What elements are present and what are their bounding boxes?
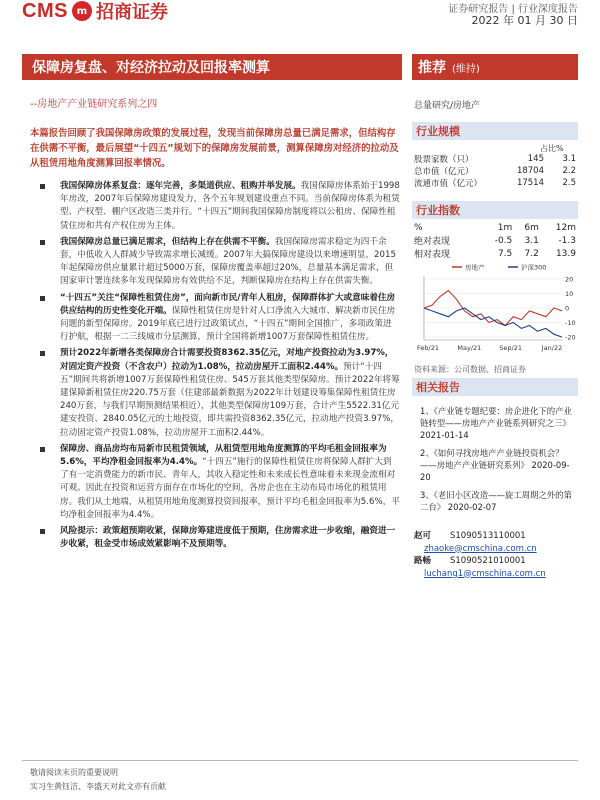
index-performance-chart xyxy=(412,260,578,356)
index-row-label: 相对表现 xyxy=(414,250,451,260)
report-date: 2021-01-14 xyxy=(420,430,469,440)
list-item[interactable] xyxy=(420,489,578,513)
index-value: 13.9 xyxy=(555,248,576,259)
scale-table xyxy=(414,153,576,189)
report-date: 2022 年 01 月 30 日 xyxy=(471,14,578,27)
index-unit: % xyxy=(414,223,423,233)
index-table xyxy=(414,222,576,260)
index-col-header: 12m xyxy=(555,223,576,233)
chart-y-tick-label: 10 xyxy=(565,289,574,298)
bullet-item xyxy=(60,292,400,345)
scale-label: 总市值（亿元） xyxy=(414,167,474,177)
related-reports-list xyxy=(420,405,578,519)
recommendation-sub: (维持) xyxy=(452,63,480,75)
report-title: 2、《如何寻找房地产产业链投资机会？——房地产产业链研究系列》 xyxy=(420,448,564,470)
bullet-head: 预计2022年新增各类保障房合计需要投资8362.35亿元，对地产投资拉动为3.97%，对固定资产投资（不含农户）拉动为1.08%，拉动房屋开工面积2.44%。 xyxy=(60,348,394,372)
bullet-item xyxy=(60,180,400,233)
scale-pct: 2.5 xyxy=(562,178,576,188)
logo-mark-icon: m xyxy=(72,1,92,21)
bullet-head: 我国保障房总量已满足需求，但结构上存在供需不平衡。 xyxy=(60,236,275,247)
analyst-list xyxy=(414,530,578,580)
index-col-header: 6m xyxy=(524,223,539,233)
bullet-head: “十四五”关注“保障性租赁住房”，面向新市民/青年人租房，保障群体扩大或意味着住房供应结构的历史性变化开端。 xyxy=(60,292,396,316)
bullet-item xyxy=(60,443,400,522)
summary-paragraph: 本篇报告回顾了我国保障房政策的发展过程，发现当前保障房总量已满足需求，但结构存在供需不平衡，最后展望“十四五”规划下的保障房发展前景，测算保障房对经济的拉动及从租赁用地角度测算回报率情况。 xyxy=(30,128,399,169)
bullet-item xyxy=(60,525,400,551)
logo-cn-text: 招商证券 xyxy=(95,2,168,23)
analyst-row xyxy=(414,530,578,543)
scale-unit: 占比% xyxy=(540,144,564,153)
footer xyxy=(30,766,166,794)
analyst-name: 路畅 xyxy=(414,556,432,566)
chart-legend-label: 沪深300 xyxy=(521,263,547,272)
list-item[interactable] xyxy=(420,447,578,483)
analyst-row xyxy=(414,555,578,568)
chart-y-tick-label: 0 xyxy=(565,304,570,313)
index-row-label: 绝对表现 xyxy=(414,237,451,247)
report-type: 证券研究报告 | 行业深度报告 xyxy=(448,4,578,15)
analyst-email-link[interactable]: luchang1@cmschina.com.cn xyxy=(424,568,546,579)
table-row xyxy=(414,153,576,165)
footer-authors: 实习生黄钰洁、李盛天对此文亦有贡献 xyxy=(30,782,166,791)
recommendation-main: 推荐 xyxy=(418,60,446,76)
scale-pct: 2.2 xyxy=(562,166,576,176)
scale-value: 17514 xyxy=(516,178,544,188)
list-item[interactable] xyxy=(420,405,578,441)
index-value: 7.5 xyxy=(497,248,513,259)
logo-en-text: CMS xyxy=(22,0,68,22)
chart-y-tick-label: -20 xyxy=(565,333,576,342)
table-row xyxy=(414,234,576,247)
bullet-body: “十四五”施行的保障性租赁住房将保障人群扩大到了有一定消费能力的新市民、青年人，其收入稳定性和未来成长性意味着未来现金流相对可观。因此在投资和运营方面存在市场化的空间，各房企也在主动布局市场化的租赁用房。我们从土地端，从租赁用地角度测算投资回报率，预计平均毛租金回报率为5.6%，平均净租金回报率为4.4%。 xyxy=(60,457,400,520)
table-row xyxy=(414,222,576,234)
bullet-item xyxy=(60,347,400,439)
bullet-head: 风险提示：政策超预期收紧，保障房筹建进度低于预期，住房需求进一步收缩，融资进一步收紧，租金受市场成效紧影响不及预期等。 xyxy=(60,526,396,550)
page-subtitle: --房地产产业链研究系列之四 xyxy=(30,99,158,110)
page-title: 保障房复盘、对经济拉动及回报率测算 xyxy=(22,54,402,80)
scale-label: 流通市值（亿元） xyxy=(414,179,483,189)
report-title: 3、《老旧小区改造——旋工周期之外的第二台》 xyxy=(420,490,572,512)
sector-tag: 总量研究/房地产 xyxy=(414,101,481,111)
reports-heading: 相关报告 xyxy=(412,378,578,396)
report-title: 1、《产业链专题纪要：房企进化下的产业链转型——房地产产业链系列研究之三》 xyxy=(420,406,572,428)
analyst-name: 赵可 xyxy=(414,531,432,541)
bullet-item xyxy=(60,236,400,289)
scale-heading: 行业规模 xyxy=(412,122,578,140)
chart-source: 资料来源：公司数据、招商证券 xyxy=(414,365,526,374)
footer-disclaimer: 敬请阅读末页的重要说明 xyxy=(30,768,118,777)
index-heading: 行业指数 xyxy=(412,201,578,219)
chart-x-tick-label: May/21 xyxy=(457,344,482,352)
recommendation-badge xyxy=(412,54,578,80)
chart-x-tick-label: Feb/21 xyxy=(417,344,439,352)
index-value: -0.5 xyxy=(494,235,513,246)
table-row xyxy=(414,177,576,189)
chart-x-tick-label: Jan/22 xyxy=(541,344,563,352)
bullet-body: 我国保障房体系始于1998年房改，2007年后保障房建设发力，各个五年规划建设重点不同。当前保障房体系为租赁型、产权型、棚户区改造三类并行。“十四五”期间我国保障房制度将以公租房、保障性租赁住房和共有产权住房为主体。 xyxy=(60,181,400,231)
analyst-email-link[interactable]: zhaoke@cmschina.com.cn xyxy=(424,543,537,554)
table-row xyxy=(414,247,576,260)
bullet-list xyxy=(60,180,400,554)
company-logo xyxy=(22,0,168,22)
bullet-body: 预计“十四五”期间共将新增1007万套保障性租赁住房、545万套其他类型保障房。预计2022年将筹建保障新租赁住房220.75万套（住建部最新数据为2022年计划建设筹集保障性租赁住房240万套，与我们早期预测结果相近），其他类型保障房109万套，合计产生5522.31亿元建安投资、2840.05亿元的土地投资，即共需投资8362.35亿元，拉动地产投资3.97%，拉动固定资产投资1.08%，拉动房屋开工面积2.44%。 xyxy=(60,361,400,438)
report-date: 2020-02-07 xyxy=(447,502,497,512)
chart-y-tick-label: -10 xyxy=(565,319,576,328)
chart-legend-label: 房地产 xyxy=(465,263,485,272)
report-date: 2020-09-20 xyxy=(420,460,570,482)
chart-x-tick-label: Sep/21 xyxy=(499,344,523,352)
index-value: 7.2 xyxy=(524,248,539,259)
scale-value: 145 xyxy=(527,154,544,164)
analyst-id: S1090521010001 xyxy=(450,556,526,566)
index-col-header: 1m xyxy=(497,223,513,233)
index-value: 3.1 xyxy=(524,235,539,246)
index-value: -1.3 xyxy=(558,235,576,246)
footer-divider xyxy=(22,760,578,761)
bullet-body: 我国保障房需求稳定为四千余套，中低收入人群减少导致需求增长减缓。2007年大搞保障房建设以来增速明显，2015年起保障房供应量累计超过5000万套，保障房覆盖率超过20%，总量基本满足需求，但国家审计署连续多年发现保障房有效供给不足，判断保障房在结构上存在供需失衡。 xyxy=(60,236,396,287)
chart-y-tick-label: 20 xyxy=(565,275,574,284)
analyst-id: S1090513110001 xyxy=(450,531,526,541)
table-row xyxy=(414,165,576,177)
scale-value: 18704 xyxy=(516,166,544,176)
scale-pct: 3.1 xyxy=(562,154,576,164)
bullet-head: 保障房、商品房均布局新市民租赁领域，从租赁型用地角度测算的平均毛租金回报率为5.6%，平均净租金回报率为4.4%。 xyxy=(60,443,387,468)
bullet-body: 保障性租赁住房是针对人口净流入大城市、解决新市民住房问题的新型保障房。2019年底已进行过政策试点，“十四五”期间全国推广，多项政策进行护航，根据一二三线城市分层测算，预计全国将新增1007万套保障性租赁住房。 xyxy=(60,305,396,343)
scale-label: 股票家数（只） xyxy=(414,155,474,165)
bullet-head: 我国保障房体系复盘：逐年完善，多渠道供应、租购并举发展。 xyxy=(60,181,301,191)
